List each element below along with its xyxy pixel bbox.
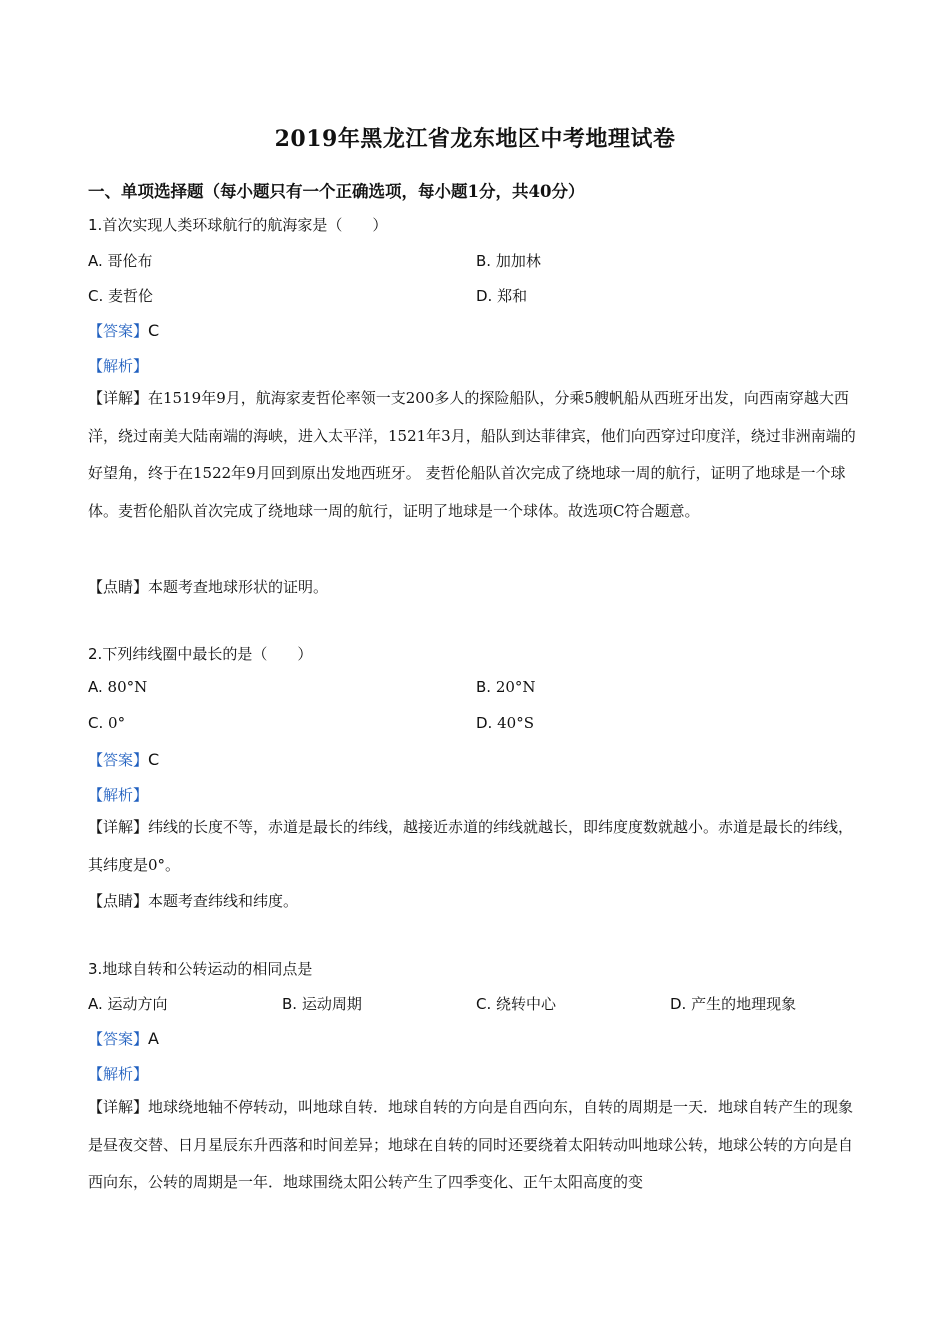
q2-note: 【点睛】本题考查纬线和纬度。 — [88, 892, 299, 910]
q2-option-b: B. 20°N — [476, 678, 536, 696]
q1-detail: 【详解】在1519年9月，航海家麦哲伦率领一支200多人的探险船队，分乘5艘帆船从西班牙出发，向西南穿越大西洋，绕过南美大陆南端的海峡，进入太平洋，1521年3月，船队到达菲律宾，他们向西穿过印度洋，绕过非洲南端的好望角，终于在1522年9月回到原出发地西班牙。 麦哲伦船队首次完成了绕地球一周的航行，证明了地球是一个球体。麦哲伦船队首次完成了绕地球一周的航行，证明了地球是一个球体。故选项C符合题意。 — [88, 389, 856, 520]
q3-option-a: A. 运动方向 — [88, 995, 168, 1013]
question-stem: 首次实现人类环球航行的航海家是（ ） — [102, 216, 388, 234]
q2-answer: 【答案】C — [88, 750, 160, 769]
question-stem: 下列纬线圈中最长的是（ ） — [102, 645, 313, 663]
question-number: 1. — [88, 216, 103, 234]
q3-option-b: B. 运动周期 — [282, 995, 362, 1013]
q1-option-c: C. 麦哲伦 — [88, 287, 154, 305]
q1-note: 【点睛】本题考查地球形状的证明。 — [88, 578, 329, 596]
q3-answer: 【答案】A — [88, 1029, 159, 1048]
question-stem: 地球自转和公转运动的相同点是 — [102, 960, 313, 978]
q3-option-d: D. 产生的地理现象 — [670, 995, 797, 1013]
q2-detail: 【详解】纬线的长度不等，赤道是最长的纬线，越接近赤道的纬线就越长，即纬度度数就越小。赤道是最长的纬线，其纬度是0°。 — [88, 818, 854, 874]
q3-option-c: C. 绕转中心 — [476, 995, 557, 1013]
page-title: 2019年黑龙江省龙东地区中考地理试卷 — [274, 126, 676, 152]
question-3 — [88, 958, 312, 979]
q2-option-c: C. 0° — [88, 714, 126, 732]
q2-option-d: D. 40°S — [476, 714, 534, 732]
q1-option-a: A. 哥伦布 — [88, 252, 153, 270]
question-1 — [88, 214, 387, 235]
q1-analysis-label: 【解析】 — [88, 357, 149, 375]
question-number: 3. — [88, 960, 103, 978]
q1-option-d: D. 郑和 — [476, 287, 528, 305]
question-number: 2. — [88, 645, 103, 663]
section-heading: 一、单项选择题（每小题只有一个正确选项，每小题1分，共40分） — [88, 182, 585, 201]
q3-detail: 【详解】地球绕地轴不停转动，叫地球自转．地球自转的方向是自西向东，自转的周期是一天．地球自转产生的现象是昼夜交替、日月星辰东升西落和时间差异；地球在自转的同时还要绕着太阳转动叫地球公转，地球公转的方向是自西向东，公转的周期是一年．地球围绕太阳公转产生了四季变化、正午太阳高度的变 — [88, 1098, 854, 1191]
q2-analysis-label: 【解析】 — [88, 786, 149, 804]
q1-answer: 【答案】C — [88, 321, 160, 340]
q2-option-a: A. 80°N — [88, 678, 148, 696]
q1-option-b: B. 加加林 — [476, 252, 541, 270]
q3-analysis-label: 【解析】 — [88, 1065, 149, 1083]
question-2 — [88, 643, 312, 664]
